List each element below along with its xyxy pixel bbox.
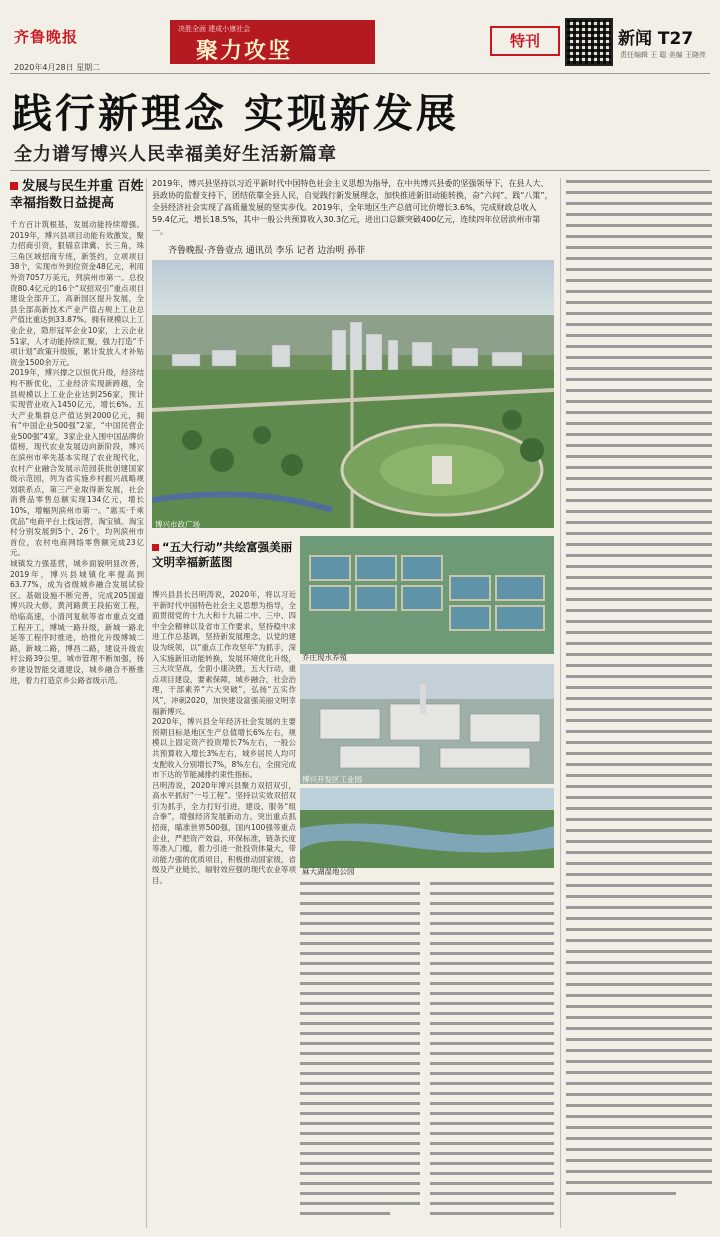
article-column-5 (566, 180, 712, 1230)
column-banner (170, 20, 375, 64)
column-divider-right (560, 178, 561, 1228)
main-photo-caption: 博兴市政广场 (155, 520, 200, 529)
article-columns-3-4 (300, 882, 554, 1230)
column-divider (146, 178, 147, 1228)
mid-heading-text: “五大行动”共绘富强美丽文明幸福新蓝图 (152, 540, 293, 569)
section-page-number: 新闻 T27 (618, 29, 694, 49)
page-subheadline: 全力谱写博兴人民幸福美好生活新篇章 (14, 144, 337, 165)
photo-caption-3: 麻大湖湿地公园 (302, 867, 355, 876)
special-issue-tag: 特刊 (490, 26, 560, 56)
masthead-divider (10, 73, 710, 74)
side-heading-text: 发展与民生并重 百姓幸福指数日益提高 (10, 179, 144, 211)
page-headline: 践行新理念 实现新发展 (12, 91, 459, 137)
mid-article-heading (152, 540, 300, 570)
headline-divider (10, 170, 710, 171)
photo-caption-2: 博兴开发区工业园 (302, 775, 362, 784)
wetland-park-photo (300, 788, 554, 868)
lead-paragraph: 2019年，博兴县坚持以习近平新时代中国特色社会主义思想为指导，在中共博兴县委的坚强领导下，在县人大、县政协的监督支持下，团结依靠全县人民，自觉践行新发展理念，加快推进新旧动能转换，奋“六问”、践“八策”，全县经济社会实现了高质量发展的坚实步伐。2019年，全年地区生产总值可比价增长3.6%，完成财政总收入59.4亿元，增长18.5%，其中一般公共预算收入30.3亿元，进出口总额突破400亿元，连续四年位居滨州市第一。 (152, 179, 553, 236)
bullet-square-icon (152, 544, 159, 551)
article-column-1: 千方百计筑根基，发展动能持续增强。2019年，博兴县项目动能有效激发，聚力招商引资，狠锚京津冀、长三角，珠三角区域招商专班，新签约，立项项目38个，实现市外到位资金48亿元，利用外资7057万美元，列滨州市第一。总投资80.4亿元的16个“双招双引”重点项目建设全部开工，高新园区提升发展，全县全部高新技术产业产值占规上工业总产值比重达到33.87%。拥有规模以上工业企业，隐形冠军企业10家，上云企业51家，人才动能持续汇聚，强力打造“千项计划”政策升级版，累计发放人才补贴资金1500余万元。 2019年，博兴撑之以恒优升级，经济结构不断优化，工业经济实现新跨越，全县规模以上工业企业达到256家，预计实现营业收入1450亿元，增长6%。五大产业集群总产值达到2000亿元，拥有“中国企业500强”2家，“中国民营企业500强”4家，3家企业入围中国品牌价值榜，现代农业发展迈向新阶段，博兴在滨州市率先基本实现了农业现代化，农村产业融合发展示范园获批创建国家级示范园，列为省实施乡村振兴战略规划联系点，第三产业取得新发展，社会消费品零售总额实现134亿元，增长10%，增幅列滨州市第一。“惠买·千乘优品”电商平台上线运营，淘宝镇、淘宝村分别发展到5个、26个，均列滨州市首位，农村电商网络零售额完成23亿元。 城镇发力强基营，城乡面貌明显改善，2019年，博兴县城镇化率提高到63.77%，成为省级城乡融合发展试验区。基础设施不断完善，完成205国道博兴段大修，黄河路黄王段拓宽工程，给临高速，小清河复航等省市重点交通工程开工，博城一路升级，新城一路北延等工程序时推进，给推化升级博城二路，新城二路，博昌二路，建设升级农村公路39公里，城市管理不断加强，扬乡建设智能交通建设，城乡融合不断推进，着力打造京乡公路省级示范。 (10, 220, 144, 685)
qr-code-icon[interactable] (565, 18, 613, 66)
photo-caption-1: 乔庄现水养殖 (302, 653, 347, 662)
byline: 齐鲁晚报·齐鲁壹点 通讯员 李乐 记者 边治明 孙菲 (168, 246, 366, 256)
newspaper-logo: 齐鲁晚报 (14, 28, 79, 46)
article-column-2: 博兴县县长吕明涛说，2020年，将以习近平新时代中国特色社会主义思想为指导，全面贯彻党的十九大和十九届二中、三中、四中全会精神以及省市工作要求，坚持稳中求进工作总基调，坚持新发展理念，以党的建设为统领，以“重点工作攻坚年”为抓手，深入实施新旧动能转换，发展环境优化升级，三大攻坚战，全面小康决胜，五大行动，重点项目建设，要素保障，城乡融合，社会治理，干部素养“六大突破”，弘扬“五实作风”，冲刺2020，加快建设富强美丽文明幸福新博兴。 2020年，博兴县全年经济社会发展的主要预期目标是地区生产总值增长6%左右，规模以上固定资产投资增长7%左右，一般公共预算收入增长3%左右，城乡居民人均可支配收入分别增长7%，8%左右，全面完成市下达的节能减排约束性指标。 吕明涛说，2020年博兴县聚力双招双引，高水平抓好“一号工程”。坚持以实效双招双引为抓手，全力打好引进，建设，服务“组合拳”，增强经济发展新动力。突出重点抓招商，瞄准世界500强，国内100强等重点企业，严把资产效益，环保标准，链条长度等准入门槛，着力引进一批投资体量大，带动能力强的优质项目，积极推动国家级，省级及产业链长，辐射效应强的现代农业等项目。 (152, 590, 296, 886)
banner-subtitle: 决胜全面 建成小康社会 (178, 25, 251, 33)
city-aerial-photo (152, 260, 554, 528)
side-article-heading (10, 178, 144, 212)
industrial-park-photo (300, 664, 554, 784)
banner-title: 聚力攻坚 (196, 39, 293, 64)
aquaculture-photo (300, 536, 554, 654)
issue-date: 2020年4月28日 星期二 (14, 63, 101, 72)
editor-credits: 责任编辑 王 聪 美编 王晓亮 (620, 51, 706, 59)
bullet-square-icon (10, 182, 18, 190)
